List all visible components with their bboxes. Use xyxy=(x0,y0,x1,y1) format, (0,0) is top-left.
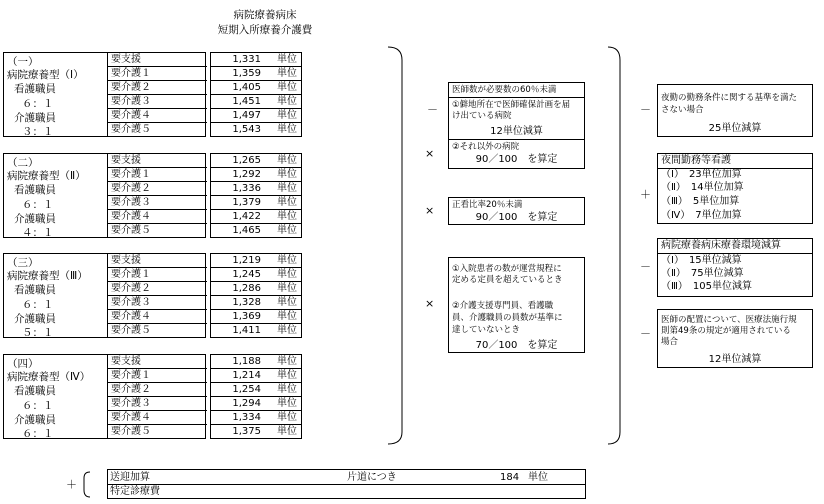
night-add-item-3: （Ⅲ） 5単位加算 xyxy=(661,196,740,207)
value-unit: 単位 xyxy=(277,356,297,367)
right-op-minus-1: － xyxy=(640,103,651,116)
group-2-label-3: 看護職員 xyxy=(14,184,56,196)
group-2-level-4: 要介護３ xyxy=(107,196,207,210)
middle-op-minus: － xyxy=(427,103,438,116)
doctor-item2: ②それ以外の病院 xyxy=(452,142,520,152)
group-1-label-4: ６：１ xyxy=(22,98,54,110)
env-item-3: （Ⅲ） 105単位減算 xyxy=(661,281,752,292)
group-4-label-1: （四） xyxy=(7,358,39,370)
group-2-level-5: 要介護４ xyxy=(107,210,207,224)
value-number: 1,331 xyxy=(232,54,261,65)
value-unit: 単位 xyxy=(277,155,297,166)
value-number: 1,422 xyxy=(232,211,261,222)
group-4-level-6: 要介護５ xyxy=(107,425,207,439)
env-item-1: （Ⅰ） 15単位減算 xyxy=(661,255,742,266)
group-1-label-5: 介護職員 xyxy=(14,112,56,124)
group-3-level-4: 要介護３ xyxy=(107,296,207,310)
value-number: 1,334 xyxy=(232,412,261,423)
nurse-ratio-box xyxy=(448,197,585,225)
group-4-label-5: 介護職員 xyxy=(14,414,56,426)
group-4-level-3: 要介護２ xyxy=(107,383,207,397)
medlaw-line-3: 場合 xyxy=(661,337,679,347)
value-number: 1,451 xyxy=(232,96,261,107)
night-nursing-box xyxy=(657,153,813,224)
capacity-value: 70／100 を算定 xyxy=(475,340,558,351)
group-4-level-2: 要介護１ xyxy=(107,369,207,383)
value-unit: 単位 xyxy=(277,370,297,381)
capacity-line-3: ②介護支援専門員、看護職 xyxy=(452,301,554,311)
value-number: 1,369 xyxy=(232,311,261,322)
group-1-level-2: 要介護１ xyxy=(107,67,207,81)
right-op-minus-3: － xyxy=(640,327,651,340)
value-unit: 単位 xyxy=(277,225,297,236)
value-unit: 単位 xyxy=(277,54,297,65)
night-shift-box xyxy=(657,84,813,137)
medlaw-line-1: 医師の配置について、医療法施行規 xyxy=(661,315,797,325)
capacity-line-2: 定める定員を超えているとき xyxy=(452,275,563,285)
middle-right-bracket xyxy=(608,47,620,444)
group-2-label-4: ６：１ xyxy=(22,199,54,211)
group-3-level-6: 要介護５ xyxy=(107,324,207,338)
group-3-level-1: 要支援 xyxy=(107,254,207,268)
group-2-level-3: 要介護２ xyxy=(107,182,207,196)
value-unit: 単位 xyxy=(277,82,297,93)
transport-unit: 単位 xyxy=(528,472,548,483)
group-3-label-1: （三） xyxy=(7,257,39,269)
night-add-item-4: （Ⅳ） 7単位加算 xyxy=(661,210,742,221)
middle-op-times-1: × xyxy=(425,147,435,160)
value-number: 1,328 xyxy=(232,297,261,308)
value-number: 1,254 xyxy=(232,384,261,395)
group-2-label-2: 病院療養型（Ⅱ） xyxy=(7,170,86,182)
nurse-value: 90／100 を算定 xyxy=(475,212,558,223)
group-1-label-6: ３：１ xyxy=(22,126,54,138)
value-unit: 単位 xyxy=(277,283,297,294)
value-number: 1,214 xyxy=(232,370,261,381)
group-4-level-5: 要介護４ xyxy=(107,411,207,425)
group-4-label-6: ６：１ xyxy=(22,428,54,440)
value-unit: 単位 xyxy=(277,255,297,266)
night-line-1: 夜勤の勤務条件に関する基準を満た xyxy=(661,93,798,103)
value-unit: 単位 xyxy=(277,297,297,308)
value-number: 1,359 xyxy=(232,68,261,79)
env-item-2: （Ⅱ） 75単位減算 xyxy=(661,268,744,279)
doctor-shortage-box xyxy=(448,82,585,169)
bottom-left-bracket xyxy=(84,472,90,497)
title-line-2: 短期入所療養介護費 xyxy=(217,24,313,36)
bottom-addition-box xyxy=(107,469,586,499)
value-number: 1,543 xyxy=(232,124,261,135)
doctor-item1-value: 12単位減算 xyxy=(490,126,543,137)
env-header: 病院療養病床療養環境減算 xyxy=(661,240,781,251)
group-3-level-3: 要介護２ xyxy=(107,282,207,296)
group-1-label-1: （一） xyxy=(7,56,39,68)
value-unit: 単位 xyxy=(277,169,297,180)
value-unit: 単位 xyxy=(277,68,297,79)
transport-label: 送迎加算 xyxy=(110,472,150,483)
group-1-label-3: 看護職員 xyxy=(14,83,56,95)
value-number: 1,465 xyxy=(232,225,261,236)
capacity-line-4: 員、介護職員の員数が基準に xyxy=(452,313,563,323)
night-line-2: さない場合 xyxy=(661,105,704,115)
group-4-label-3: 看護職員 xyxy=(14,385,56,397)
night-add-item-2: （Ⅱ） 14単位加算 xyxy=(661,182,744,193)
group-2-level-6: 要介護５ xyxy=(107,224,207,238)
value-number: 1,336 xyxy=(232,183,261,194)
bottom-op-plus: ＋ xyxy=(66,478,77,491)
medical-law-box xyxy=(657,309,813,368)
value-unit: 単位 xyxy=(277,325,297,336)
group-3-label-4: ６：１ xyxy=(22,299,54,311)
group-3-label-2: 病院療養型（Ⅲ） xyxy=(7,270,88,282)
value-unit: 単位 xyxy=(277,211,297,222)
group-2-label-6: ４：１ xyxy=(22,227,54,239)
environment-reduction-box xyxy=(657,238,813,297)
value-number: 1,219 xyxy=(232,255,261,266)
special-care-label: 特定診療費 xyxy=(110,486,160,497)
doctor-item1-line2: け出ている病院 xyxy=(452,111,512,121)
medlaw-line-2: 則第49条の規定が適用されている xyxy=(661,326,791,336)
nurse-header: 正看比率20％未満 xyxy=(452,200,523,210)
left-right-bracket xyxy=(388,47,402,444)
middle-op-times-3: × xyxy=(425,297,435,310)
group-1-label-2: 病院療養型（Ⅰ） xyxy=(7,69,84,81)
value-unit: 単位 xyxy=(277,311,297,322)
right-op-minus-2: － xyxy=(640,260,651,273)
group-4-label-4: ６：１ xyxy=(22,400,54,412)
value-unit: 単位 xyxy=(277,384,297,395)
group-3-label-5: 介護職員 xyxy=(14,313,56,325)
group-3-label-6: ５：１ xyxy=(22,327,54,339)
group-1-level-1: 要支援 xyxy=(107,53,207,67)
group-1-level-5: 要介護４ xyxy=(107,109,207,123)
group-2-level-2: 要介護１ xyxy=(107,168,207,182)
night-value: 25単位減算 xyxy=(708,123,762,134)
capacity-line-5: 達していないとき xyxy=(452,325,521,335)
group-1-level-6: 要介護５ xyxy=(107,123,207,137)
night-add-item-1: （Ⅰ） 23単位加算 xyxy=(661,169,742,180)
value-number: 1,405 xyxy=(232,82,261,93)
group-4-level-1: 要支援 xyxy=(107,355,207,369)
group-1-level-3: 要介護２ xyxy=(107,81,207,95)
doctor-item2-value: 90／100 を算定 xyxy=(475,154,558,165)
right-op-plus: ＋ xyxy=(640,188,651,201)
value-number: 1,286 xyxy=(232,283,261,294)
middle-op-times-2: × xyxy=(425,204,435,217)
value-unit: 単位 xyxy=(277,110,297,121)
group-4-level-4: 要介護３ xyxy=(107,397,207,411)
value-number: 1,292 xyxy=(232,169,261,180)
night-add-header: 夜間勤務等看護 xyxy=(661,155,731,166)
value-unit: 単位 xyxy=(277,197,297,208)
value-unit: 単位 xyxy=(277,398,297,409)
transport-value: 184 xyxy=(500,472,520,483)
group-3-level-5: 要介護４ xyxy=(107,310,207,324)
value-unit: 単位 xyxy=(277,183,297,194)
value-number: 1,375 xyxy=(232,426,261,437)
value-number: 1,245 xyxy=(232,269,261,280)
capacity-line-1: ①入院患者の数が運営規程に xyxy=(452,264,562,274)
doctor-header: 医師数が必要数の60％未満 xyxy=(452,85,557,95)
capacity-staffing-box xyxy=(448,257,585,353)
group-2-label-5: 介護職員 xyxy=(14,213,56,225)
doctor-item1-line1: ①僻地所在で医師確保計画を届 xyxy=(452,100,571,110)
value-number: 1,265 xyxy=(232,155,261,166)
transport-desc: 片道につき xyxy=(347,472,397,483)
value-number: 1,294 xyxy=(232,398,261,409)
value-number: 1,188 xyxy=(232,356,261,367)
value-number: 1,411 xyxy=(232,325,261,336)
value-unit: 単位 xyxy=(277,269,297,280)
value-unit: 単位 xyxy=(277,412,297,423)
group-4-label-2: 病院療養型（Ⅳ） xyxy=(7,371,91,383)
value-unit: 単位 xyxy=(277,426,297,437)
group-2-label-1: （二） xyxy=(7,157,39,169)
group-3-level-2: 要介護１ xyxy=(107,268,207,282)
group-3-label-3: 看護職員 xyxy=(14,284,56,296)
group-2-level-1: 要支援 xyxy=(107,154,207,168)
group-1-level-4: 要介護３ xyxy=(107,95,207,109)
value-number: 1,379 xyxy=(232,197,261,208)
value-number: 1,497 xyxy=(232,110,261,121)
value-unit: 単位 xyxy=(277,124,297,135)
medlaw-value: 12単位減算 xyxy=(708,354,762,365)
title-line-1: 病院療養病床 xyxy=(233,9,297,21)
value-unit: 単位 xyxy=(277,96,297,107)
